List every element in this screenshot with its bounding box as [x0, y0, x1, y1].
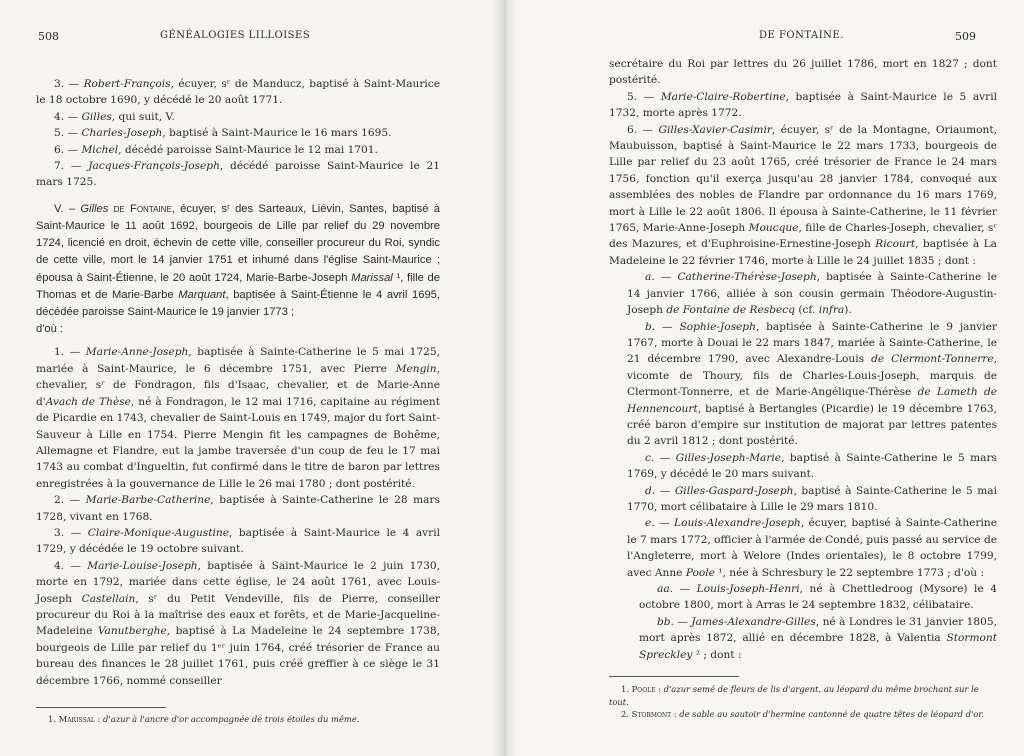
footnote-rule	[36, 707, 166, 708]
list-item: c. — Gilles-Joseph-Marie, baptisé à Sainte-Catherine le 5 mars 1769, y décédé le 20 mars suivant.	[627, 451, 997, 481]
list-item: 5. — Marie-Claire-Robertine, baptisée à Saint-Maurice le 5 avril 1732, morte après 1772.	[609, 90, 997, 120]
list-item: 6. — Gilles-Xavier-Casimir, écuyer, sʳ de la Montagne, Oriaumont, Maubuisson, baptisé à Saint-Maurice le 22 mars 1733, bourgeois de Lille par relief du 23 août 1765, créé trésorier de France le 24 mars 1756, fonction qu'il exerça jusqu'au 28 janvier 1784, convoqué aux assemblées des nobles de Flandre par ordonnance du 16 mars 1769, mort à Lille le 22 août 1806. Il épousa à Sainte-Catherine, le 11 février 1765, Marie-Anne-Joseph Moucque, fille de Charles-Joseph, chevalier, sʳ des Mazures, et d'Euphroisine-Ernestine-Joseph Ricourt, baptisée à La Madeleine le 22 février 1746, morte à Lille le 24 juillet 1835 ; dont :	[609, 123, 998, 267]
list-item: e. — Louis-Alexandre-Joseph, écuyer, baptisé à Sainte-Catherine le 7 mars 1772, officier à l'armée de Condé, puis passé au service de l'Angleterre, mort à Welore (Indes orientales), le 8 octobre 1799, avec Anne Poole ¹, née à Schresbury le 22 septembre 1773 ; d'où :	[627, 517, 997, 579]
footnotes	[609, 683, 997, 721]
list-item: 6. — Michel, décédé paroisse Saint-Maurice le 12 mai 1701.	[54, 143, 378, 156]
footnotes	[36, 713, 440, 726]
list-item: bb. — James-Alexandre-Gilles, né à Londres le 31 janvier 1805, mort après 1872, allié en décembre 1828, à Valentia Stormont Spreckley ² ; dont :	[639, 615, 997, 661]
list-item: b. — Sophie-Joseph, baptisée à Sainte-Catherine le 9 janvier 1767, morte à Douai le 22 mars 1847, mariée à Sainte-Catherine, le 21 décembre 1790, avec Alexandre-Louis de Clermont-Tonnerre, vicomte de Thoury, fils de Charles-Louis-Joseph, marquis de Clermont-Tonnerre, et de Marie-Angélique-Thérèse de Lameth de Hennencourt, baptisé à Bertangles (Picardie) le 19 décembre 1763, créé baron d'empire sur institution de majorat par lettres patentes du 2 avril 1812 ; dont postérité.	[627, 320, 997, 448]
list-item: 4. — Marie-Louise-Joseph, baptisée à Saint-Maurice le 2 juin 1730, morte en 1792, mariée dans cette église, le 24 août 1761, avec Louis-Joseph Castellain, sʳ du Petit Vendeville, fils de Pierre, conseiller procureur du Roi à la maîtrise des eaux et forêts, et de Marie-Jacqueline-Madeleine Vanutberghe, baptisé à La Madeleine le 24 septembre 1738, bourgeois de Lille par relief du 1ᵉʳ juin 1764, créé trésorier de France au bureau des finances le 28 juillet 1761, puis créé greffier à ce siège le 31 décembre 1766, nommé conseiller	[36, 559, 440, 687]
list-item: 3. — Claire-Monique-Augustine, baptisée à Saint-Maurice le 4 avril 1729, y décédée le 19 octobre suivant.	[36, 526, 440, 556]
list-item: 1. — Marie-Anne-Joseph, baptisée à Sainte-Catherine le 5 mai 1725, mariée à Saint-Maurice, le 6 décembre 1751, avec Pierre Mengin, chevalier, sʳ de Fondragon, fils d'Isaac, chevalier, et de Marie-Anne d'Avach de Thèse, né à Fondragon, le 12 mai 1716, capitaine au régiment de Picardie en 1743, chevalier de Saint-Louis en 1749, major du fort Saint-Sauveur à Lille en 1754. Pierre Mengin fit les campagnes de Bohême, Allemagne et Flandre, eut la jambe traversée d'un coup de feu le 17 mai 1743 au combat d'Ingueltin, fut confirmé dans le titre de baron par lettres enregistrées à la gouvernance de Lille le 26 mai 1780 ; dont postérité.	[36, 346, 440, 490]
footnote-rule	[609, 676, 739, 677]
right-page	[505, 0, 1024, 756]
footnote: 2. Stormont : de sable au sautoir d'hermine cantonné de quatre têtes de léopard d'or.	[621, 709, 985, 719]
list-item: 3. — Robert-François, écuyer, sʳ de Manducz, baptisé à Saint-Maurice le 18 octobre 1690, y décédé le 20 août 1771.	[36, 78, 440, 107]
continued-paragraph: secrétaire du Roi par lettres du 26 juillet 1786, mort en 1827 ; dont postérité.	[609, 58, 997, 87]
running-header: DE FONTAINE.	[759, 30, 844, 41]
right-body	[609, 56, 997, 663]
list-item: 5. — Charles-Joseph, baptisé à Saint-Maurice le 16 mars 1695.	[54, 127, 392, 140]
list-item: 7. — Jacques-François-Joseph, décédé paroisse Saint-Maurice le 21 mars 1725.	[36, 160, 440, 189]
left-body	[36, 76, 440, 689]
footnote: 1. Poole : d'azur semé de fleurs de lis d'argent, au léopard du même brochant sur le tout.	[609, 684, 979, 707]
list-item: a. — Catherine-Thérèse-Joseph, baptisée à Sainte-Catherine le 14 janvier 1766, alliée à son cousin germain Théodore-Augustin-Joseph de Fontaine de Resbecq (cf. infra).	[627, 271, 997, 317]
footnote: 1. Marissal : d'azur à l'ancre d'or accompagnée de trois étoiles du même.	[48, 714, 360, 724]
book-gutter	[492, 0, 518, 756]
left-page	[0, 0, 505, 756]
list-item: 4. — Gilles, qui suit, V.	[54, 110, 175, 123]
section-v: V. – Gilles de Fontaine, écuyer, sʳ des Sarteaux, Liévin, Santes, baptisé à Saint-Maurice le 11 août 1692, bourgeois de Lille par relief du 29 novembre 1724, licencié en droit, échevin de cette ville, conseiller procureur du Roi, syndic de cette ville, mort le 14 janvier 1751 et inhumé dans l'église Saint-Maurice ; épousa à Saint-Étienne, le 20 août 1724, Marie-Barbe-Joseph Marissal ¹, fille de Thomas et de Marie-Barbe Marquant, baptisée à Saint-Étienne le 4 avril 1695, décédée paroisse Saint-Maurice le 19 janvier 1773 ; d'où :	[36, 202, 440, 336]
page-number: 508	[38, 30, 59, 43]
list-item: d. — Gilles-Gaspard-Joseph, baptisé à Sainte-Catherine le 5 mai 1770, mort célibataire à Lille le 29 mars 1810.	[627, 484, 997, 513]
list-item: aa. — Louis-Joseph-Henri, né à Chettledroog (Mysore) le 4 octobre 1800, mort à Arras le 24 septembre 1832, célibataire.	[639, 583, 997, 612]
page-number: 509	[955, 30, 976, 43]
running-header: GÉNÉALOGIES LILLOISES	[160, 30, 311, 41]
list-item: 2. — Marie-Barbe-Catherine, baptisée à Sainte-Catherine le 28 mars 1728, vivant en 1768.	[36, 494, 440, 523]
